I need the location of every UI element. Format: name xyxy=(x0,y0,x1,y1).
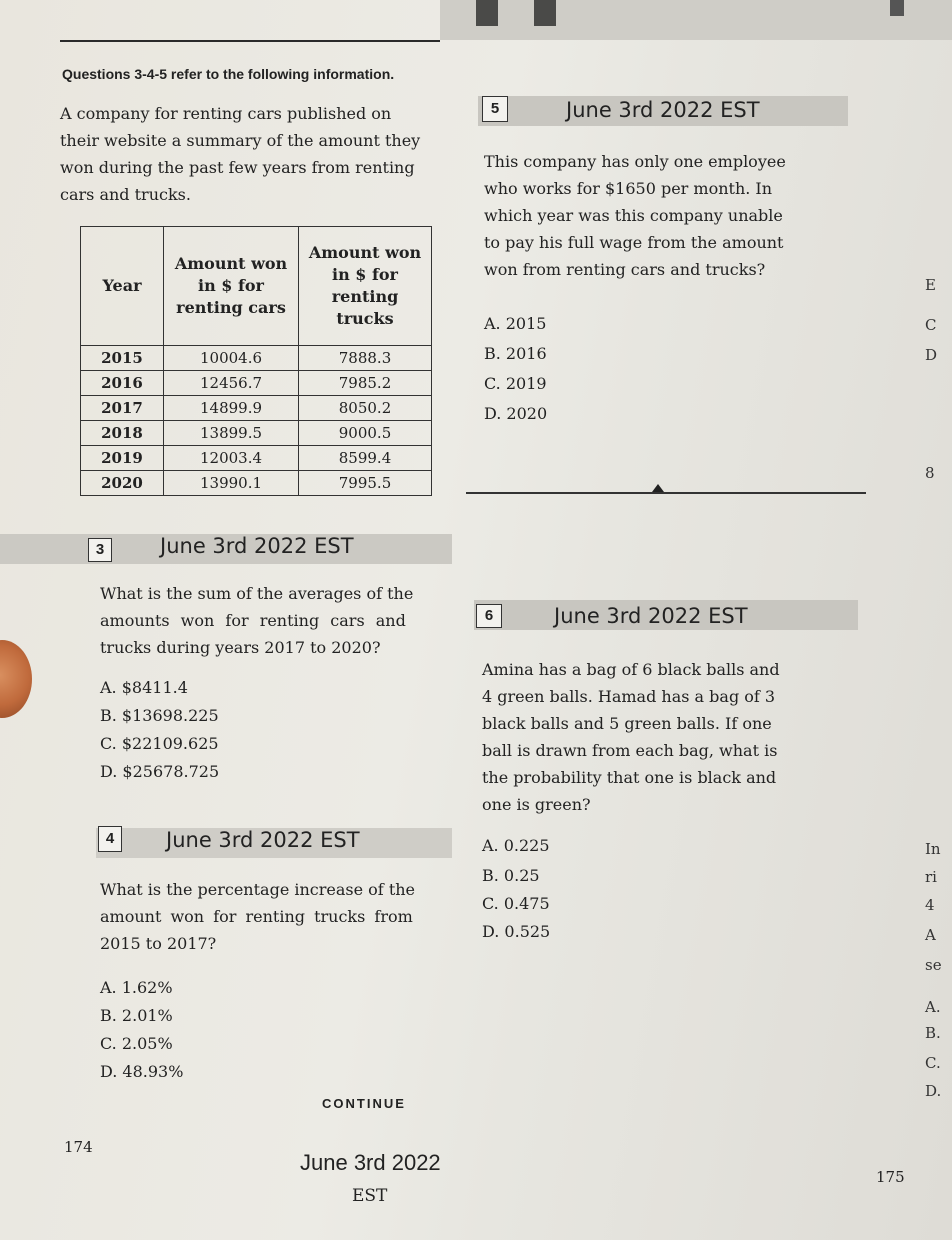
cell-cars: 10004.6 xyxy=(164,346,299,371)
q6-line: one is green? xyxy=(482,795,591,814)
intro-line: won during the past few years from renting xyxy=(60,158,415,177)
q3-line: What is the sum of the averages of the xyxy=(100,584,414,603)
q4-line: What is the percentage increase of the xyxy=(100,880,416,899)
q5-line: to pay his full wage from the amount xyxy=(484,233,784,252)
header-cars: Amount won in $ for renting cars xyxy=(164,227,299,346)
intro-line: A company for renting cars published on xyxy=(60,104,392,123)
q6-line: ball is drawn from each bag, what is xyxy=(482,741,778,760)
edge-text: D xyxy=(925,346,938,364)
watermark-tz: EST xyxy=(352,1186,388,1206)
q3-line: trucks during years 2017 to 2020? xyxy=(100,638,381,657)
q6-option-c[interactable]: C. 0.475 xyxy=(482,894,550,913)
q4-line: amount won for renting trucks from xyxy=(100,907,413,926)
section-divider xyxy=(466,492,866,494)
table-row xyxy=(81,396,432,421)
edge-text: A xyxy=(925,926,936,944)
intro-line: their website a summary of the amount they xyxy=(60,131,421,150)
q3-number: 3 xyxy=(88,538,112,562)
q4-option-b[interactable]: B. 2.01% xyxy=(100,1006,173,1025)
q5-number: 5 xyxy=(482,96,508,122)
cell-trucks: 8599.4 xyxy=(299,446,432,471)
edge-text: D. xyxy=(925,1082,942,1100)
cell-trucks: 7985.2 xyxy=(299,371,432,396)
intro-line: cars and trucks. xyxy=(60,185,191,204)
header-year: Year xyxy=(81,227,164,346)
top-divider xyxy=(60,40,440,42)
q6-line: 4 green balls. Hamad has a bag of 3 xyxy=(482,687,776,706)
q3-line: amounts won for renting cars and xyxy=(100,611,406,630)
q3-option-a[interactable]: A. $8411.4 xyxy=(100,678,188,697)
edge-text: 4 xyxy=(925,896,935,914)
q6-line: Amina has a bag of 6 black balls and xyxy=(482,660,780,679)
edge-text: ri xyxy=(925,868,937,886)
q6-number: 6 xyxy=(476,604,502,628)
q5-date: June 3rd 2022 EST xyxy=(566,98,760,122)
q6-option-b[interactable]: B. 0.25 xyxy=(482,866,540,885)
table-row xyxy=(81,446,432,471)
triangle-marker-icon xyxy=(652,484,664,492)
q5-option-c[interactable]: C. 2019 xyxy=(484,374,547,393)
cell-trucks: 9000.5 xyxy=(299,421,432,446)
cell-cars: 12456.7 xyxy=(164,371,299,396)
q6-option-a[interactable]: A. 0.225 xyxy=(482,836,550,855)
top-strip xyxy=(440,0,952,40)
q4-option-c[interactable]: C. 2.05% xyxy=(100,1034,173,1053)
q6-text xyxy=(482,656,854,818)
q4-number: 4 xyxy=(98,826,122,852)
q5-option-a[interactable]: A. 2015 xyxy=(484,314,547,333)
cell-cars: 14899.9 xyxy=(164,396,299,421)
edge-text: 8 xyxy=(925,464,935,482)
cell-year: 2018 xyxy=(81,421,164,446)
table-row xyxy=(81,346,432,371)
cell-cars: 12003.4 xyxy=(164,446,299,471)
edge-text: In xyxy=(925,840,941,858)
table-header-row xyxy=(81,227,432,346)
cell-year: 2020 xyxy=(81,471,164,496)
watermark-date: June 3rd 2022 xyxy=(300,1150,441,1175)
intro-heading: Questions 3-4-5 refer to the following information. xyxy=(62,66,395,82)
q5-line: This company has only one employee xyxy=(484,152,786,171)
cell-cars: 13990.1 xyxy=(164,471,299,496)
q3-text xyxy=(100,580,450,661)
thumb-photo xyxy=(0,640,32,718)
intro-text xyxy=(60,100,460,208)
q3-option-c[interactable]: C. $22109.625 xyxy=(100,734,219,753)
q5-line: won from renting cars and trucks? xyxy=(484,260,766,279)
q4-option-a[interactable]: A. 1.62% xyxy=(100,978,173,997)
q6-date: June 3rd 2022 EST xyxy=(554,604,748,628)
cell-year: 2015 xyxy=(81,346,164,371)
edge-text: B. xyxy=(925,1024,941,1042)
q5-option-d[interactable]: D. 2020 xyxy=(484,404,548,423)
continue-label: CONTINUE xyxy=(322,1096,406,1111)
header-trucks: Amount won in $ for renting trucks xyxy=(299,227,432,346)
q4-date: June 3rd 2022 EST xyxy=(166,828,360,852)
top-block xyxy=(890,0,904,16)
cell-trucks: 7995.5 xyxy=(299,471,432,496)
q3-option-d[interactable]: D. $25678.725 xyxy=(100,762,220,781)
edge-text: C. xyxy=(925,1054,941,1072)
page-number-left: 174 xyxy=(64,1138,93,1156)
cell-year: 2016 xyxy=(81,371,164,396)
cell-year: 2017 xyxy=(81,396,164,421)
q4-option-d[interactable]: D. 48.93% xyxy=(100,1062,184,1081)
q6-line: the probability that one is black and xyxy=(482,768,777,787)
q5-option-b[interactable]: B. 2016 xyxy=(484,344,547,363)
table-row xyxy=(81,471,432,496)
q5-text xyxy=(484,148,844,283)
q6-line: black balls and 5 green balls. If one xyxy=(482,714,772,733)
cell-cars: 13899.5 xyxy=(164,421,299,446)
top-block xyxy=(534,0,556,26)
cell-trucks: 7888.3 xyxy=(299,346,432,371)
table-row xyxy=(81,421,432,446)
q5-line: which year was this company unable xyxy=(484,206,783,225)
q4-text xyxy=(100,876,450,957)
table-row xyxy=(81,371,432,396)
cell-trucks: 8050.2 xyxy=(299,396,432,421)
q3-date: June 3rd 2022 EST xyxy=(160,534,354,558)
q3-option-b[interactable]: B. $13698.225 xyxy=(100,706,219,725)
edge-text: E xyxy=(925,276,936,294)
page-number-right: 175 xyxy=(876,1168,905,1186)
edge-text: se xyxy=(925,956,942,974)
edge-text: C xyxy=(925,316,937,334)
q5-line: who works for $1650 per month. In xyxy=(484,179,773,198)
top-block xyxy=(476,0,498,26)
edge-text: A. xyxy=(925,998,941,1016)
cell-year: 2019 xyxy=(81,446,164,471)
earnings-table xyxy=(80,226,432,496)
q6-option-d[interactable]: D. 0.525 xyxy=(482,922,551,941)
q4-line: 2015 to 2017? xyxy=(100,934,217,953)
